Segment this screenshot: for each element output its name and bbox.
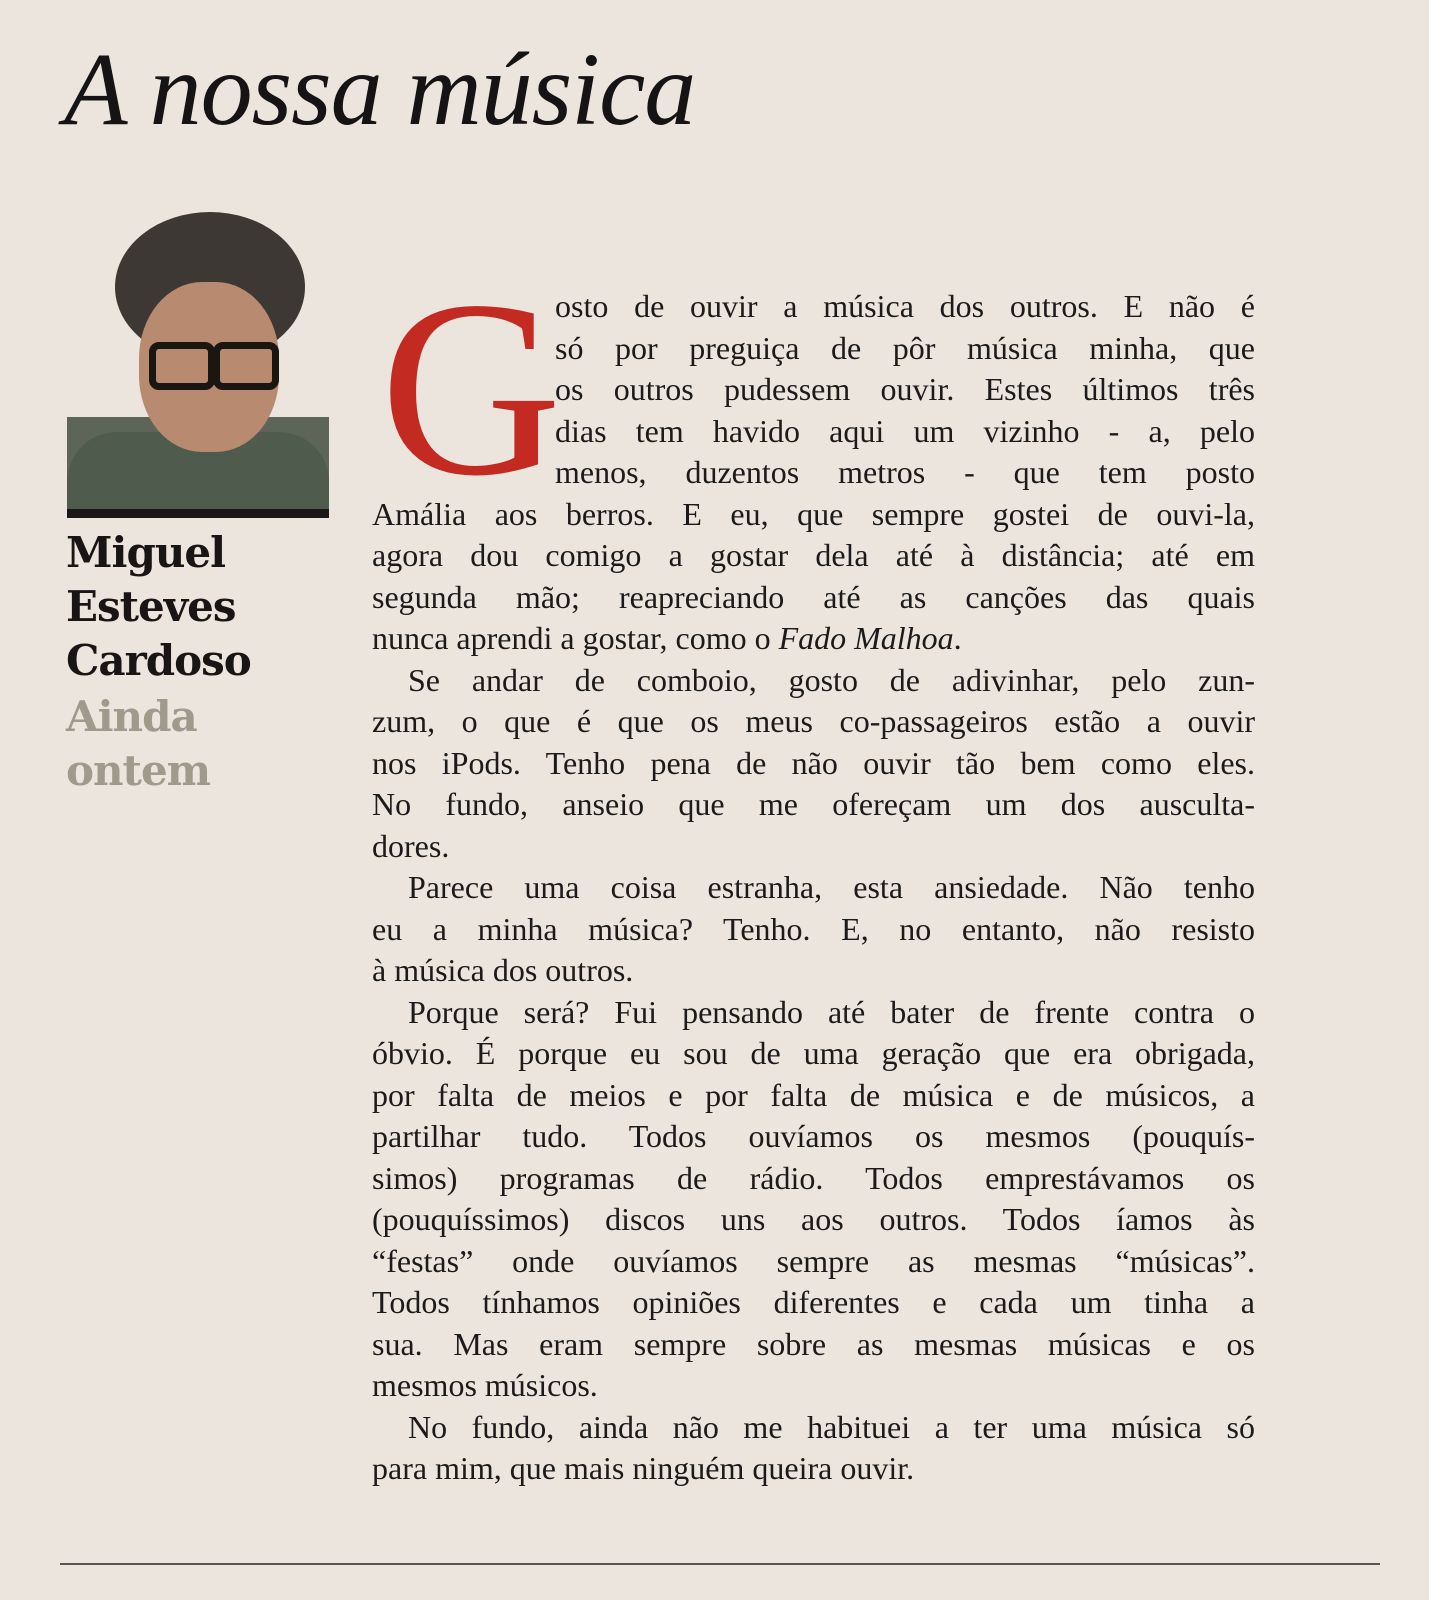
column-name — [66, 690, 210, 798]
column-name-line: ontem — [66, 746, 211, 795]
article-line: Se andar de comboio, gosto de adivinhar, pelo zun- — [408, 661, 1255, 698]
author-photo — [67, 212, 329, 518]
article-line: nunca aprendi a gostar, como o Fado Malhoa. — [372, 620, 962, 656]
author-name — [66, 526, 251, 688]
article-line: à música dos outros. — [372, 952, 634, 988]
article-line: No fundo, ainda não me habituei a ter uma música só — [408, 1408, 1255, 1445]
italic-title: Fado Malhoa — [778, 620, 954, 656]
article-line: os outros pudessem ouvir. Estes últimos três — [555, 371, 1255, 407]
article-line: Amália aos berros. E eu, que sempre gostei de ouvi-la, — [372, 495, 1255, 532]
article-line: mesmos músicos. — [372, 1367, 598, 1403]
bottom-rule — [60, 1563, 1380, 1565]
article-line: No fundo, anseio que me ofereçam um dos ausculta- — [372, 786, 1255, 822]
article-line: simos) programas de rádio. Todos emprestávamos os — [372, 1159, 1255, 1196]
author-middle-name: Esteves — [66, 582, 236, 631]
author-first-name: Miguel — [66, 528, 226, 577]
article-line: (pouquíssimos) discos uns aos outros. Todos íamos às — [372, 1201, 1255, 1237]
article-line: Porque será? Fui pensando até bater de frente contra o — [408, 993, 1255, 1030]
author-last-name: Cardoso — [66, 636, 251, 685]
article-line: dores. — [372, 827, 450, 864]
article-line: menos, duzentos metros - que tem posto — [555, 454, 1255, 490]
article-line: zum, o que é que os meus co-passageiros estão a ouvir — [372, 703, 1255, 739]
article-line: agora dou comigo a gostar dela até à distância; até em — [372, 537, 1255, 573]
article-title: A nossa música — [64, 32, 696, 147]
article-line: eu a minha música? Tenho. E, no entanto, não resisto — [372, 910, 1255, 947]
article-line: só por preguiça de pôr música minha, que — [555, 329, 1255, 366]
column-name-line: Ainda — [66, 692, 197, 741]
article-line: nos iPods. Tenho pena de não ouvir tão bem como eles. — [372, 744, 1255, 781]
article-body — [372, 286, 1255, 1490]
article-line: óbvio. É porque eu sou de uma geração que era obrigada, — [372, 1035, 1255, 1071]
article-line: Parece uma coisa estranha, esta ansiedade. Não tenho — [408, 869, 1255, 905]
article-line: partilhar tudo. Todos ouvíamos os mesmos (pouquís- — [372, 1118, 1255, 1154]
article-line: para mim, que mais ninguém queira ouvir. — [372, 1450, 915, 1486]
article-line: sua. Mas eram sempre sobre as mesmas músicas e os — [372, 1325, 1255, 1362]
photo-rule — [67, 509, 329, 518]
article-line: segunda mão; reapreciando até as canções das quais — [372, 578, 1255, 615]
article-line: osto de ouvir a música dos outros. E não é — [555, 288, 1255, 324]
drop-cap: G — [380, 248, 562, 528]
article-line: “festas” onde ouvíamos sempre as mesmas “músicas”. — [372, 1242, 1255, 1279]
article-line: dias tem havido aqui um vizinho - a, pelo — [555, 412, 1255, 449]
article-line: por falta de meios e por falta de música e de músicos, a — [372, 1076, 1255, 1113]
article-line: Todos tínhamos opiniões diferentes e cada um tinha a — [372, 1284, 1255, 1320]
